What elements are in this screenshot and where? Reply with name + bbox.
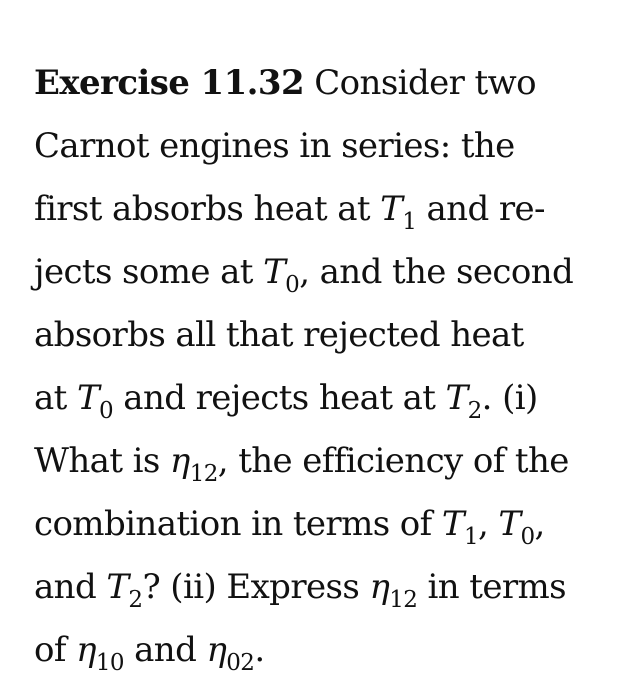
text-run: .	[254, 630, 265, 670]
text-line	[34, 430, 614, 493]
text-run: and re-	[416, 189, 545, 229]
subscript: 12	[389, 587, 418, 613]
subscript: 1	[402, 209, 417, 235]
subscript: 10	[95, 650, 124, 676]
efficiency-symbol: η	[76, 630, 96, 670]
subscript: 2	[128, 587, 143, 613]
text-run: and	[123, 630, 207, 670]
text-run: . (i)	[481, 378, 538, 418]
subscript: 2	[467, 398, 482, 424]
text-run: , the efficiency of the	[217, 441, 569, 481]
text-run: and	[34, 567, 107, 607]
exercise-text	[34, 52, 614, 682]
text-run: in terms	[417, 567, 567, 607]
text-run: , and the second	[299, 252, 574, 292]
text-line	[34, 367, 614, 430]
text-line	[34, 52, 614, 115]
temperature-symbol: T	[445, 378, 468, 418]
text-line	[34, 556, 614, 619]
text-run: combination in terms of	[34, 504, 442, 544]
temperature-symbol: T	[441, 504, 464, 544]
subscript: 12	[189, 461, 218, 487]
text-run: of	[34, 630, 77, 670]
text-run: ? (ii) Express	[142, 567, 370, 607]
text-run: What is	[34, 441, 170, 481]
text-line	[34, 619, 614, 682]
text-run: absorbs all that rejected heat	[34, 315, 524, 355]
temperature-symbol: T	[263, 252, 286, 292]
text-run: jects some at	[34, 252, 264, 292]
text-run: ,	[477, 504, 499, 544]
text-line	[34, 304, 614, 367]
exercise-lines	[34, 52, 614, 682]
temperature-symbol: T	[380, 189, 403, 229]
efficiency-symbol: η	[369, 567, 390, 607]
text-line	[34, 178, 614, 241]
efficiency-symbol: η	[206, 630, 227, 670]
text-run: and rejects heat at	[113, 378, 446, 418]
text-run: at	[34, 378, 77, 418]
text-run: ,	[534, 504, 545, 544]
subscript: 0	[520, 524, 535, 550]
exercise-label: Exercise 11.32	[34, 63, 305, 103]
text-line	[34, 241, 614, 304]
subscript: 0	[99, 398, 114, 424]
subscript: 02	[226, 650, 255, 676]
temperature-symbol: T	[498, 504, 521, 544]
subscript: 1	[463, 524, 478, 550]
subscript: 0	[285, 272, 300, 298]
text-run: Carnot engines in series: the	[34, 126, 515, 166]
efficiency-symbol: η	[169, 441, 190, 481]
text-run: first absorbs heat at	[34, 189, 381, 229]
text-line	[34, 115, 614, 178]
temperature-symbol: T	[106, 567, 129, 607]
temperature-symbol: T	[76, 378, 100, 418]
text-line	[34, 493, 614, 556]
text-run: Consider two	[314, 63, 536, 103]
